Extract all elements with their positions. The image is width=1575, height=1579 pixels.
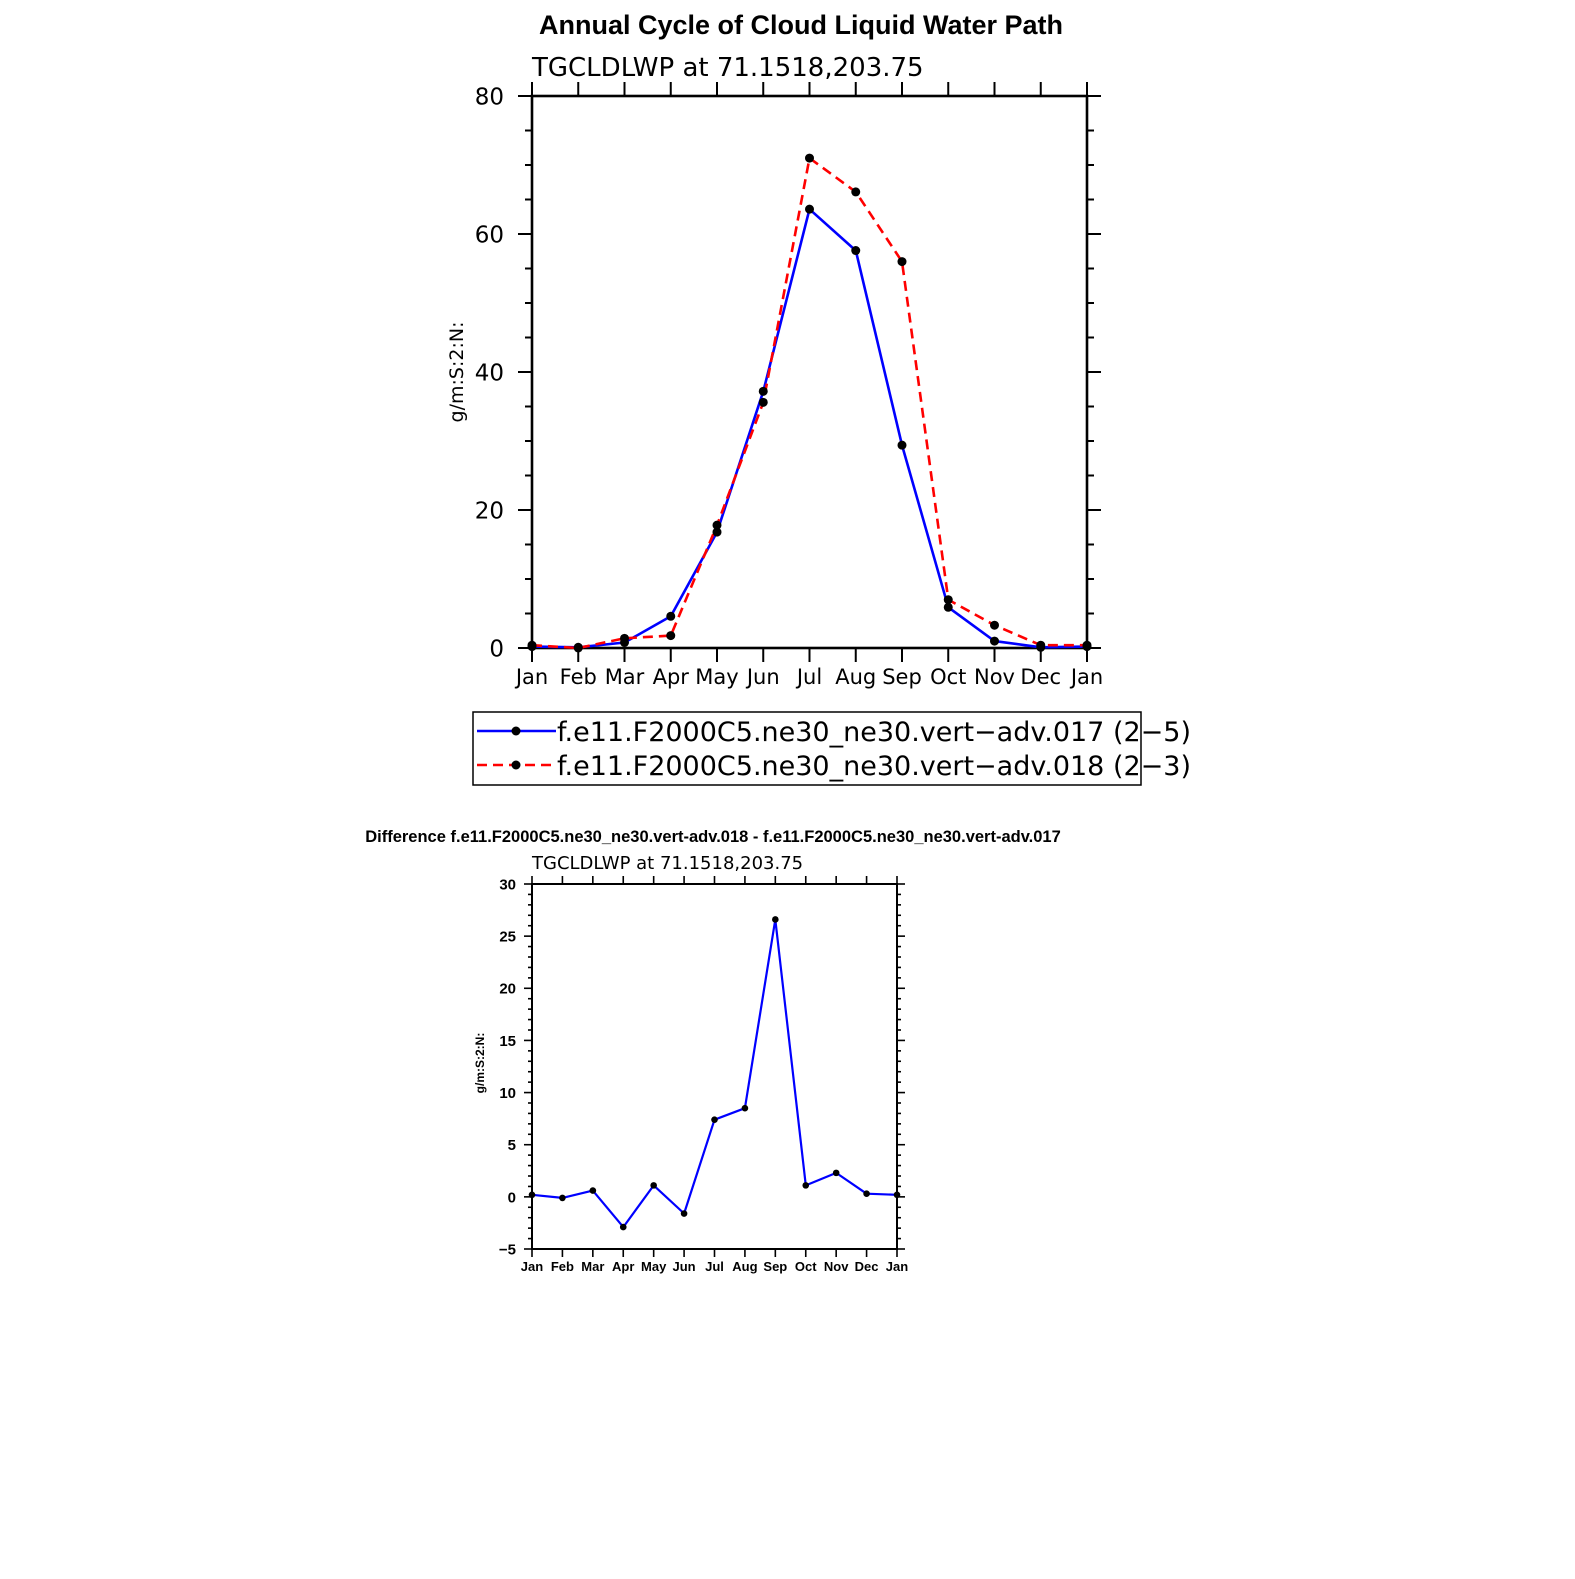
- legend-label-018: f.e11.F2000C5.ne30_ne30.vert−adv.018 (2−3): [557, 751, 1191, 782]
- x-tick-label: Jan: [520, 1259, 544, 1274]
- x-tick-label: Aug: [732, 1259, 758, 1274]
- series-0-point: [898, 441, 907, 450]
- series-1-point: [620, 634, 629, 643]
- series-1-point: [713, 521, 722, 530]
- series-0-point: [894, 1191, 901, 1198]
- plot-frame: [532, 884, 897, 1249]
- series-1-point: [1036, 641, 1045, 650]
- series-0-point: [529, 1191, 536, 1198]
- x-tick-label: Nov: [974, 665, 1015, 689]
- series-0-point: [772, 916, 779, 923]
- x-tick-label: Feb: [550, 1259, 574, 1274]
- difference-y-axis-label: g/m:S:2:N:: [473, 1032, 487, 1094]
- legend-label-017: f.e11.F2000C5.ne30_ne30.vert−adv.017 (2−5): [557, 717, 1191, 748]
- series-0-point: [990, 637, 999, 646]
- series-0-point: [759, 387, 768, 396]
- legend-marker-017: [512, 727, 521, 736]
- series-1-point: [666, 631, 675, 640]
- y-tick-label: 0: [507, 1189, 516, 1207]
- series-0-point: [805, 205, 814, 214]
- x-tick-label: Dec: [854, 1259, 879, 1274]
- x-tick-label: Mar: [581, 1259, 605, 1274]
- y-tick-label: 30: [499, 876, 516, 894]
- x-tick-label: Sep: [882, 665, 922, 689]
- series-1-point: [759, 398, 768, 407]
- x-tick-label: Jan: [1070, 665, 1104, 689]
- series-1-point: [574, 644, 583, 653]
- series-0-point: [650, 1182, 657, 1189]
- x-tick-label: Oct: [930, 665, 967, 689]
- series-1-point: [990, 621, 999, 630]
- series-1-point: [1083, 641, 1092, 650]
- series-0-point: [559, 1195, 566, 1202]
- y-tick-label: 10: [499, 1084, 516, 1102]
- x-tick-label: May: [641, 1259, 667, 1274]
- x-tick-label: Jul: [705, 1259, 724, 1274]
- chart-subtitle: TGCLDLWP at 71.1518,203.75: [532, 53, 924, 83]
- y-tick-label: 0: [489, 636, 504, 663]
- x-tick-label: Apr: [612, 1259, 635, 1274]
- x-tick-label: Dec: [1020, 665, 1062, 689]
- x-tick-label: Sep: [763, 1259, 788, 1274]
- series-0-point: [851, 246, 860, 255]
- x-tick-label: Oct: [794, 1259, 817, 1274]
- x-tick-label: Jun: [672, 1259, 696, 1274]
- series-1-point: [805, 154, 814, 163]
- series-0-point: [666, 612, 675, 621]
- series-0-point: [833, 1170, 840, 1177]
- chart-title: Annual Cycle of Cloud Liquid Water Path: [538, 10, 1064, 40]
- x-tick-label: Jul: [796, 665, 823, 689]
- x-tick-label: Jun: [746, 665, 780, 689]
- y-tick-label: 80: [474, 84, 504, 111]
- y-tick-label: 40: [474, 360, 504, 387]
- y-tick-label: 25: [499, 928, 516, 946]
- x-tick-label: May: [695, 665, 739, 689]
- annual-cycle-chart: [446, 10, 1191, 785]
- y-tick-label: 5: [507, 1137, 516, 1155]
- x-tick-label: Nov: [823, 1259, 849, 1274]
- x-tick-label: Apr: [652, 665, 689, 689]
- x-tick-label: Jan: [515, 665, 549, 689]
- series-line-0: [532, 209, 1087, 647]
- series-1-point: [851, 187, 860, 196]
- y-axis-label: g/m:S:2:N:: [446, 321, 468, 423]
- series-0-point: [802, 1182, 809, 1189]
- series-0-point: [711, 1116, 718, 1123]
- x-tick-label: Aug: [835, 665, 877, 689]
- x-tick-label: Feb: [559, 665, 597, 689]
- series-0-point: [681, 1210, 688, 1217]
- y-tick-label: 20: [499, 980, 516, 998]
- y-tick-label: 20: [474, 498, 504, 525]
- y-tick-label: −5: [498, 1241, 516, 1259]
- series-1-point: [944, 595, 953, 604]
- legend-marker-018: [512, 761, 521, 770]
- difference-subtitle: TGCLDLWP at 71.1518,203.75: [532, 853, 804, 874]
- series-0-point: [863, 1190, 870, 1197]
- x-tick-label: Mar: [604, 665, 645, 689]
- series-line-0: [532, 920, 897, 1228]
- series-1-point: [898, 257, 907, 266]
- y-tick-label: 60: [474, 222, 504, 249]
- y-tick-label: 15: [499, 1032, 516, 1050]
- series-0-point: [620, 1224, 627, 1231]
- plot-frame: [532, 96, 1087, 648]
- series-0-point: [742, 1105, 749, 1112]
- series-1-point: [528, 641, 537, 650]
- series-line-1: [532, 158, 1087, 648]
- series-0-point: [590, 1187, 597, 1194]
- x-tick-label: Jan: [885, 1259, 909, 1274]
- difference-title: Difference f.e11.F2000C5.ne30_ne30.vert-adv.018 - f.e11.F2000C5.ne30_ne30.vert-adv.017: [365, 828, 1061, 846]
- legend: [473, 712, 1191, 785]
- difference-chart: [365, 828, 1061, 1274]
